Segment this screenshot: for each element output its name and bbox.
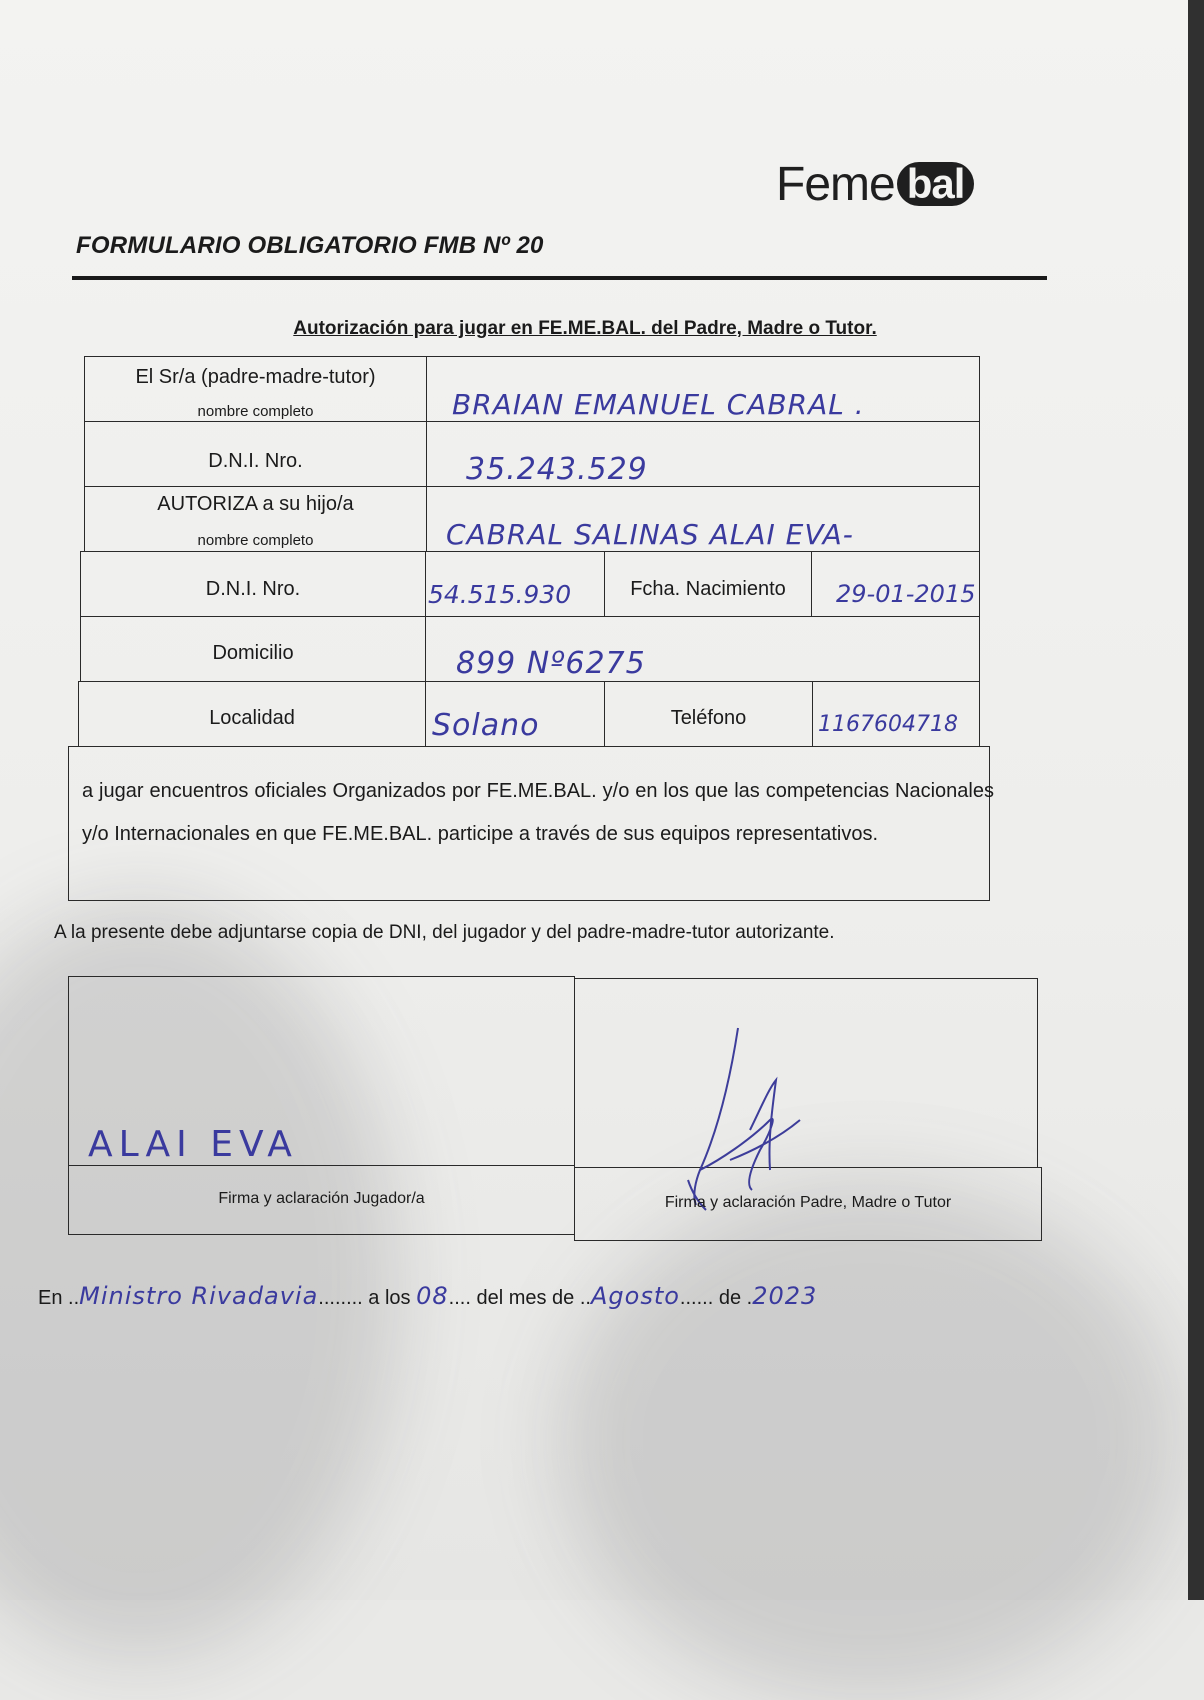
player-signature-label: Firma y aclaración Jugador/a xyxy=(218,1190,425,1207)
child-sublabel: nombre completo xyxy=(197,532,314,549)
address-label: Domicilio xyxy=(212,642,294,664)
parent-dni-value: 35.243.529 xyxy=(466,452,648,487)
phone-label: Teléfono xyxy=(670,707,747,729)
date-prefix: En xyxy=(38,1287,63,1309)
address-value: 899 Nº6275 xyxy=(456,646,646,681)
parent-dni-label: D.N.I. Nro. xyxy=(208,450,303,472)
child-dni-label: D.N.I. Nro. xyxy=(205,578,301,600)
place-value: Ministro Rivadavia xyxy=(79,1282,319,1310)
year-value: 2023 xyxy=(752,1282,818,1310)
femebal-logo xyxy=(776,156,974,212)
title-rule xyxy=(72,276,1047,280)
date-line: En ..Ministro Rivadavia........ a los 08.... del mes de ..Agosto...... de .2023 xyxy=(38,1282,818,1310)
child-name-value: CABRAL SALINAS ALAI EVA- xyxy=(446,518,854,551)
phone-value: 1167604718 xyxy=(818,712,958,737)
birth-date-value: 29-01-2015 xyxy=(836,580,976,608)
shadow-overlay xyxy=(560,1180,1180,1700)
del-mes-text: del mes de xyxy=(476,1287,575,1309)
dots: ...... xyxy=(679,1287,714,1309)
parent-signature-scribble xyxy=(600,1020,840,1220)
dots: ........ xyxy=(318,1287,363,1309)
day-value: 08 xyxy=(416,1282,449,1310)
child-label: AUTORIZA a su hijo/a xyxy=(157,493,354,515)
authorization-paragraph: a jugar encuentros oficiales Organizados por FE.ME.BAL. y/o en los que las competencias Nacionales y/o Internacionales en que FE.ME.BAL. participe a través de sus equipos representativos. xyxy=(82,780,994,845)
locality-label: Localidad xyxy=(209,707,295,729)
dots: . xyxy=(746,1287,753,1309)
attachment-note: A la presente debe adjuntarse copia de DNI, del jugador y del padre-madre-tutor autorizante. xyxy=(54,922,835,943)
birth-date-label: Fcha. Nacimiento xyxy=(630,578,786,600)
de-text: de xyxy=(718,1287,742,1309)
dots: .. xyxy=(579,1287,591,1309)
parent-label: El Sr/a (padre-madre-tutor) xyxy=(135,366,376,388)
form-subtitle: Autorización para jugar en FE.ME.BAL. del Padre, Madre o Tutor. xyxy=(293,318,877,339)
parent-name-value: BRAIAN EMANUEL CABRAL . xyxy=(452,388,865,421)
parent-signature-label: Firma y aclaración Padre, Madre o Tutor xyxy=(664,1194,952,1211)
page-edge xyxy=(1188,0,1204,1600)
month-value: Agosto xyxy=(590,1282,680,1310)
logo-text: Feme xyxy=(776,157,895,211)
logo-pill: bal xyxy=(897,162,975,206)
player-signature-value: ALAI EVA xyxy=(88,1124,298,1165)
locality-value: Solano xyxy=(432,708,540,743)
child-dni-value: 54.515.930 xyxy=(428,580,572,609)
dots: .... xyxy=(448,1287,471,1309)
parent-sublabel: nombre completo xyxy=(197,403,314,420)
a-los-text: a los xyxy=(368,1287,411,1309)
form-title: FORMULARIO OBLIGATORIO FMB Nº 20 xyxy=(76,232,544,259)
